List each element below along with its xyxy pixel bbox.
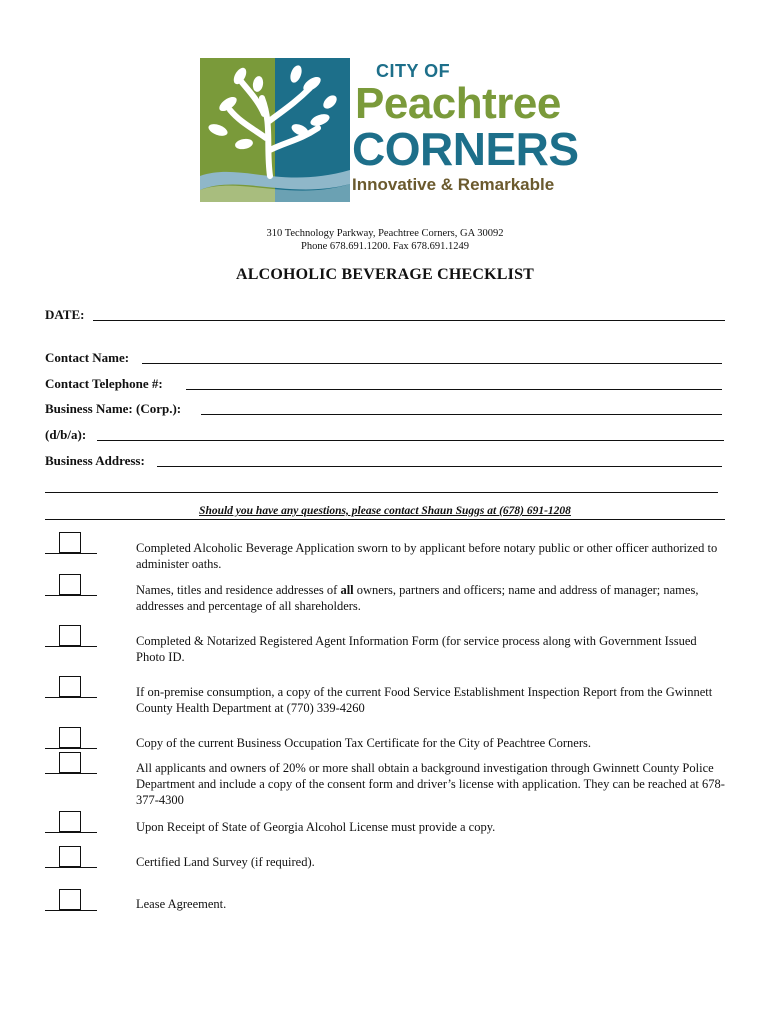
checkbox-occupation-tax[interactable] <box>45 727 97 749</box>
contact-note: Should you have any questions, please contact Shaun Suggs at (678) 691-1208 <box>199 505 571 517</box>
page-title: ALCOHOLIC BEVERAGE CHECKLIST <box>235 266 535 283</box>
address-line: 310 Technology Parkway, Peachtree Corners, GA 30092 <box>266 228 504 239</box>
business-name-label: Business Name: (Corp.): <box>45 401 182 416</box>
checkbox-box[interactable] <box>59 846 81 867</box>
checklist-item-food-service: If on-premise consumption, a copy of the current Food Service Establishment Inspection Report from the Gwinnett County Health Department at (770) 339-4260 <box>136 685 713 715</box>
checkbox-underline <box>45 553 97 554</box>
checkbox-food-service[interactable] <box>45 676 97 698</box>
divider <box>45 519 725 520</box>
business-address-label: Business Address: <box>45 453 145 468</box>
checklist-item-registered-agent: Completed & Notarized Registered Agent Information Form (for service process along with Government Issued Photo ID. <box>136 634 697 664</box>
date-field-line[interactable] <box>93 320 725 321</box>
tree-logo-icon <box>200 58 350 202</box>
checkbox-underline <box>45 748 97 749</box>
contact-name-field-line[interactable] <box>142 363 722 364</box>
dba-label: (d/b/a): <box>45 427 87 442</box>
dba-field-line[interactable] <box>97 440 724 441</box>
checkbox-application[interactable] <box>45 532 97 554</box>
checkbox-box[interactable] <box>59 727 81 748</box>
contact-name-label: Contact Name: <box>45 350 130 365</box>
phone-fax-line: Phone 678.691.1200. Fax 678.691.1249 <box>301 241 469 252</box>
contact-telephone-field-line[interactable] <box>186 389 722 390</box>
checklist-item-owners-bold: all <box>340 583 354 597</box>
checkbox-underline <box>45 832 97 833</box>
checklist-item-state-license: Upon Receipt of State of Georgia Alcohol License must provide a copy. <box>136 820 496 834</box>
checklist-item-lease: Lease Agreement. <box>136 897 227 911</box>
checklist-item-owners-text-1: Names, titles and residence addresses of <box>136 583 341 597</box>
checkbox-underline <box>45 697 97 698</box>
checklist-item-occupation-tax: Copy of the current Business Occupation Tax Certificate for the City of Peachtree Corners. <box>136 736 592 750</box>
checkbox-land-survey[interactable] <box>45 846 97 868</box>
checklist-item-owners-text-2: owners, partners and officers; name and address of manager; names, addresses and percentage of all shareholders. <box>136 583 699 613</box>
checkbox-box[interactable] <box>59 811 81 832</box>
business-address-field-line-2[interactable] <box>45 492 718 493</box>
checkbox-underline <box>45 646 97 647</box>
checkbox-underline <box>45 867 97 868</box>
checkbox-box[interactable] <box>59 889 81 910</box>
checkbox-underline <box>45 595 97 596</box>
checkbox-box[interactable] <box>59 625 81 646</box>
checkbox-box[interactable] <box>59 752 81 773</box>
checkbox-box[interactable] <box>59 532 81 553</box>
logo-city-of: CITY OF <box>376 61 451 81</box>
logo-corners: CORNERS <box>352 123 579 175</box>
business-address-field-line[interactable] <box>157 466 722 467</box>
business-name-field-line[interactable] <box>201 414 722 415</box>
checkbox-registered-agent[interactable] <box>45 625 97 647</box>
city-logo <box>200 58 578 204</box>
checklist-item-owners <box>136 582 728 614</box>
checklist-item-land-survey: Certified Land Survey (if required). <box>136 855 315 869</box>
checkbox-owners[interactable] <box>45 574 97 596</box>
date-label: DATE: <box>45 307 85 322</box>
checkbox-lease[interactable] <box>45 889 97 911</box>
checklist-item-background: All applicants and owners of 20% or more shall obtain a background investigation through Gwinnett County Police Department and include a copy of the consent form and driver’s license with application. They can be reached at 678-377-4300 <box>136 761 725 807</box>
checklist-item-application: Completed Alcoholic Beverage Application sworn to by applicant before notary public or other officer authorized to administer oaths. <box>136 541 718 571</box>
checkbox-box[interactable] <box>59 574 81 595</box>
checkbox-background[interactable] <box>45 752 97 774</box>
checkbox-underline <box>45 773 97 774</box>
checkbox-underline <box>45 910 97 911</box>
checkbox-state-license[interactable] <box>45 811 97 833</box>
logo-peachtree: Peachtree <box>355 79 561 128</box>
logo-tagline: Innovative & Remarkable <box>352 175 555 194</box>
checkbox-box[interactable] <box>59 676 81 697</box>
contact-telephone-label: Contact Telephone #: <box>45 376 163 391</box>
